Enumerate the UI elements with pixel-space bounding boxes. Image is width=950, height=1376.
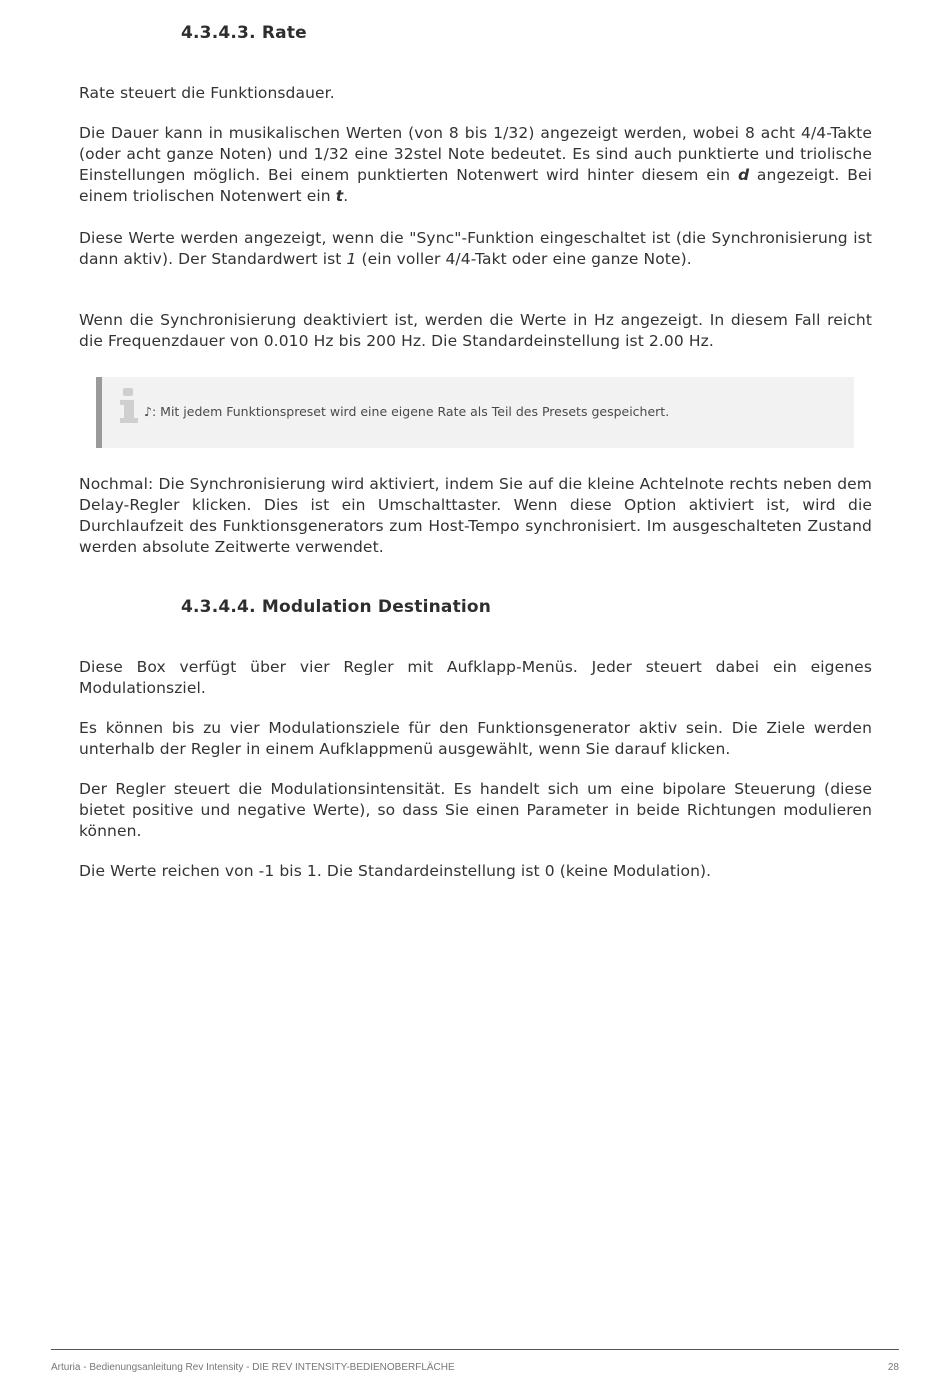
modulation-paragraph-2: Es können bis zu vier Modulationsziele für den Funktionsgenerator aktiv sein. Die Ziele werden unterhalb der Regler in einem Aufklappmenü ausgewählt, wenn Sie darauf klicken.: [79, 719, 872, 758]
dotted-marker: d: [737, 166, 750, 184]
rate-paragraph-2-text-a: Die Dauer kann in musikalischen Werten (von 8 bis 1/32) angezeigt werden, wobei 8 acht 4/4-Takte (oder acht ganze Noten) und 1/32 eine 32stel Note bedeutet. Es sind auch punktierte und triolische Einstellungen möglich. Bei einem punktierten Notenwert wird hinter diesem ein: [79, 124, 872, 184]
page-number: 28: [887, 1362, 899, 1373]
modulation-paragraph-1: Diese Box verfügt über vier Regler mit Aufklapp-Menüs. Jeder steuert dabei ein eigenes Modulationsziel.: [79, 658, 872, 697]
modulation-paragraph-3: Der Regler steuert die Modulationsintensität. Es handelt sich um eine bipolare Steuerung (diese bietet positive und negative Werte), so dass Sie einen Parameter in beide Richtungen modulieren können.: [79, 780, 872, 840]
modulation-paragraph-4: Die Werte reichen von -1 bis 1. Die Standardeinstellung ist 0 (keine Modulation).: [79, 862, 712, 880]
rate-paragraph-3-text-a: Diese Werte werden angezeigt, wenn die "Sync"-Funktion eingeschaltet ist (die Synchronisierung ist dann aktiv). Der Standardwert ist: [79, 229, 872, 268]
rate-paragraph-3: [79, 228, 872, 270]
rate-paragraph-5: Nochmal: Die Synchronisierung wird aktiviert, indem Sie auf die kleine Achtelnote rechts neben dem Delay-Regler klicken. Dies ist ein Umschalttaster. Wenn diese Option aktiviert ist, wird die Durchlaufzeit des Funktionsgenerators zum Host-Tempo synchronisiert. Im ausgeschalteten Zustand werden absolute Zeitwerte verwendet.: [79, 475, 872, 556]
rate-paragraph-2-text-c: .: [343, 187, 349, 205]
default-value: 1: [346, 250, 357, 268]
rate-paragraph-2-text-b: angezeigt. Bei einem triolischen Notenwert ein: [79, 166, 872, 205]
footer-divider: [51, 1349, 899, 1350]
triplet-marker: t: [335, 187, 344, 205]
rate-paragraph-1: Rate steuert die Funktionsdauer.: [79, 84, 335, 102]
rate-paragraph-3-text-b: (ein voller 4/4-Takt oder eine ganze Note).: [356, 250, 692, 268]
rate-paragraph-4: Wenn die Synchronisierung deaktiviert ist, werden die Werte in Hz angezeigt. In diesem Fall reicht die Frequenzdauer von 0.010 Hz bis 200 Hz. Die Standardeinstellung ist 2.00 Hz.: [79, 311, 872, 350]
info-icon: [118, 385, 142, 429]
info-note-text: ♪: Mit jedem Funktionspreset wird eine eigene Rate als Teil des Presets gespeichert.: [144, 404, 670, 419]
rate-paragraph-2: [79, 123, 872, 207]
footer-document-title: Arturia - Bedienungsanleitung Rev Intensity - DIE REV INTENSITY-BEDIENOBERFLÄCHE: [51, 1362, 455, 1373]
info-note-box: [96, 377, 854, 448]
section-heading-rate: 4.3.4.3. Rate: [181, 23, 307, 43]
section-heading-modulation-destination: 4.3.4.4. Modulation Destination: [181, 597, 492, 617]
